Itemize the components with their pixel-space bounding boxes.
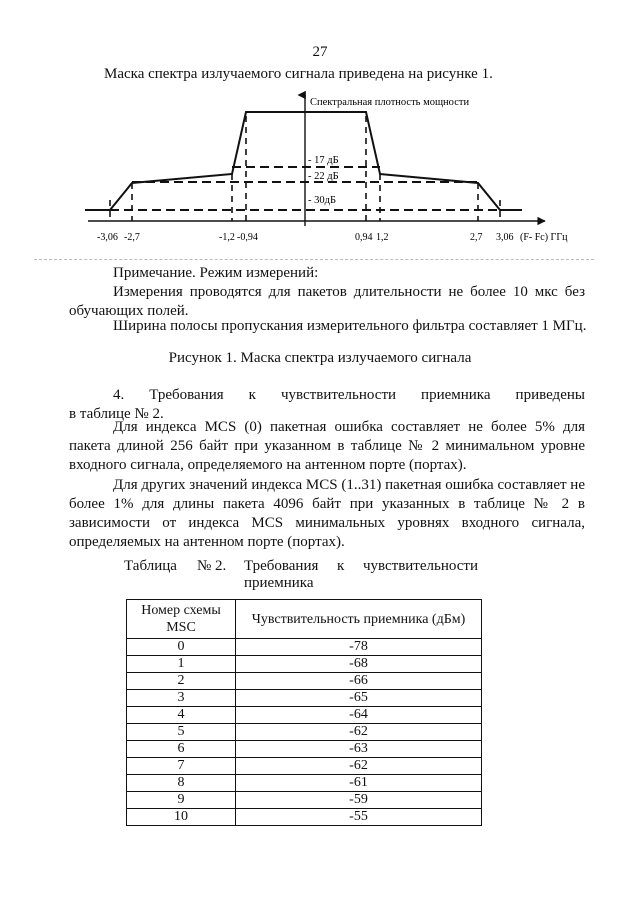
- table-row: [127, 758, 482, 775]
- cell-sensitivity: -65: [236, 690, 482, 707]
- table-row: [127, 690, 482, 707]
- cell-sensitivity: -68: [236, 656, 482, 673]
- section-number: 4.: [113, 387, 125, 403]
- tick-label-p27: 2,7: [470, 232, 483, 243]
- cell-scheme-number: 0: [127, 639, 236, 656]
- cell-sensitivity: -78: [236, 639, 482, 656]
- cell-scheme-number: 3: [127, 690, 236, 707]
- cell-scheme-number: 9: [127, 792, 236, 809]
- cell-sensitivity: -61: [236, 775, 482, 792]
- cell-sensitivity: -66: [236, 673, 482, 690]
- section-line-2: в таблице № 2.: [69, 406, 164, 422]
- cell-sensitivity: -64: [236, 707, 482, 724]
- cell-scheme-number: 10: [127, 809, 236, 826]
- note-line-1: Измерения проводятся для пакетов длительности не более 10 мкс без обучающих полей.: [69, 284, 585, 319]
- cell-sensitivity: -62: [236, 724, 482, 741]
- section-heading-line: [69, 387, 585, 404]
- table-row: [127, 673, 482, 690]
- table-row: [127, 656, 482, 673]
- tick-label-p094: 0,94: [355, 232, 373, 243]
- cell-scheme-number: 8: [127, 775, 236, 792]
- table-title-word-3: чувствительности: [362, 558, 478, 574]
- table-header-row: [127, 600, 482, 639]
- header-sensitivity: Чувствительность приемника (дБм): [236, 600, 482, 639]
- mask-outline: [85, 112, 522, 210]
- cell-sensitivity: -63: [236, 741, 482, 758]
- cell-scheme-number: 4: [127, 707, 236, 724]
- table-label: Таблица: [124, 558, 177, 574]
- cell-sensitivity: -55: [236, 809, 482, 826]
- table-row: [127, 775, 482, 792]
- note-line-2: Ширина полосы пропускания измерительного фильтра составляет 1 МГц.: [113, 318, 587, 334]
- cell-scheme-number: 5: [127, 724, 236, 741]
- table-row: [127, 707, 482, 724]
- cell-scheme-number: 6: [127, 741, 236, 758]
- cell-sensitivity: -62: [236, 758, 482, 775]
- level-label-30db: - 30дБ: [308, 195, 336, 206]
- section-paragraph-2: Для других значений индекса MCS (1..31) пакетная ошибка составляет не более 1% для длины пакета 4096 байт при указанных в таблице № 2 в зависимости от индекса MCS минимальных уровнях входного сигнала, определяемых на антенном порте (портах).: [69, 477, 585, 550]
- tick-label-m094: -0,94: [237, 232, 258, 243]
- table-title-word-1: Требования: [244, 558, 319, 574]
- intro-text: Маска спектра излучаемого сигнала приведена на рисунке 1.: [104, 66, 493, 82]
- table-row: [127, 792, 482, 809]
- section-word-1: Требования: [149, 387, 224, 403]
- figure-caption: Рисунок 1. Маска спектра излучаемого сигнала: [168, 350, 472, 366]
- header-scheme-number: Номер схемы MSC: [127, 600, 236, 639]
- tick-label-m306: -3,06: [97, 232, 118, 243]
- tick-label-p306: 3,06: [496, 232, 514, 243]
- scan-separator-line: [34, 259, 594, 260]
- table-body: [127, 639, 482, 826]
- section-word-4: приемника: [421, 387, 491, 403]
- note-title: Примечание. Режим измерений:: [113, 265, 319, 281]
- y-axis-label: Спектральная плотность мощности: [310, 97, 470, 108]
- table-number: № 2.: [197, 558, 227, 574]
- table-row: [127, 639, 482, 656]
- spectrum-mask-figure: [0, 88, 640, 248]
- cell-sensitivity: -59: [236, 792, 482, 809]
- cell-scheme-number: 1: [127, 656, 236, 673]
- sensitivity-table: [126, 599, 482, 826]
- cell-scheme-number: 2: [127, 673, 236, 690]
- table-title-word-2: к: [337, 558, 345, 574]
- cell-scheme-number: 7: [127, 758, 236, 775]
- tick-label-p12: 1,2: [376, 232, 389, 243]
- section-paragraph-1: Для индекса MCS (0) пакетная ошибка составляет не более 5% для пакета длиной 256 байт при указанном в таблице № 2 минимальном уровне входного сигнала, определяемого на антенном порте (портах).: [69, 419, 585, 473]
- level-label-17db: - 17 дБ: [308, 155, 339, 166]
- x-axis-label: (F- Fc) ГГц: [520, 232, 568, 243]
- table-row: [127, 809, 482, 826]
- tick-label-m27: -2,7: [124, 232, 140, 243]
- level-label-22db: - 22 дБ: [308, 171, 339, 182]
- table-title-line: [244, 558, 478, 575]
- section-word-3: чувствительности: [280, 387, 397, 403]
- section-word-2: к: [248, 387, 256, 403]
- table-title-line-2: приемника: [244, 575, 314, 591]
- page-number: 27: [312, 44, 328, 60]
- table-row: [127, 724, 482, 741]
- table-row: [127, 741, 482, 758]
- tick-label-m12: -1,2: [219, 232, 235, 243]
- section-word-5: приведены: [515, 387, 585, 403]
